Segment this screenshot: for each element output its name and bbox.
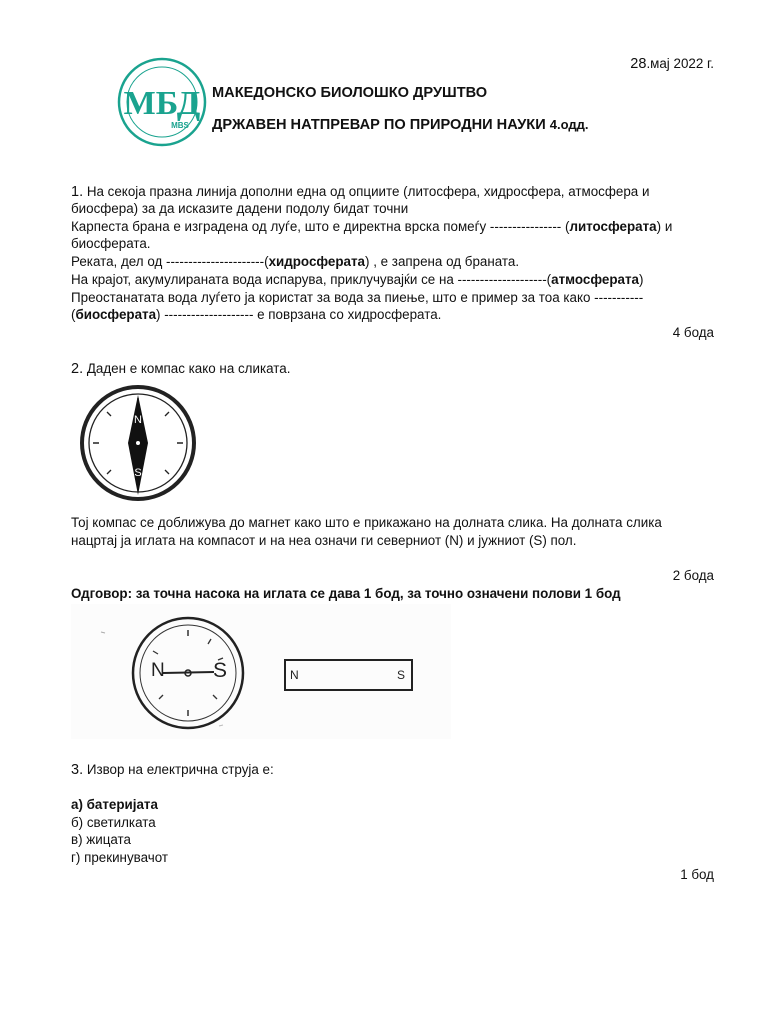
q3-points: 1 бод — [680, 867, 714, 882]
q1-points: 4 бода — [672, 325, 714, 340]
q1-line1: 1. На секоја празна линија дополни една од опциите (литосфера, хидросфера, атмосфера и — [71, 184, 650, 200]
q3-option-d: г) прекинувачот — [71, 850, 169, 865]
q2-points: 2 бода — [672, 568, 714, 583]
q1-line4: биосферата. — [71, 236, 151, 251]
answer-n-label: N — [151, 660, 165, 681]
answer-s-label: S — [213, 659, 228, 682]
q1-line2: биосфера) за да исказите дадени подолу бидат точни — [71, 201, 409, 216]
org-title: МАКЕДОНСКО БИОЛОШКО ДРУШТВО — [212, 85, 488, 101]
logo-emblem — [116, 56, 208, 148]
q1-line8: (биосферата) -------------------- е поврзана со хидросферата. — [71, 307, 442, 322]
q2-line2: Тој компас се доближува до магнет како што е прикажано на долната слика. На долната слика — [71, 515, 662, 530]
q1-line7: Преостанатата вода луѓето ја користат за вода за пиење, што е пример за тоа како ----------- — [71, 290, 644, 305]
compass-s-label: S — [134, 467, 142, 479]
q3-line1: 3. Извор на електрична струја е: — [71, 762, 274, 778]
q3-option-c: в) жицата — [71, 832, 131, 847]
date: 28.мај 2022 г. — [630, 56, 714, 72]
magnet-s-label: S — [397, 668, 406, 682]
q3-option-b: б) светилката — [71, 815, 156, 830]
q2-line1: 2. Даден е компас како на сликата. — [71, 361, 291, 377]
answer-figure — [71, 604, 451, 739]
q1-line3: Карпеста брана е изградена од луѓе, што е директна врска помеѓу ---------------- (литосферата) и — [71, 219, 673, 234]
q2-line3: нацртај ја иглата на компасот и на неа означи ги северниот (N) и јужниот (S) пол. — [71, 533, 577, 548]
logo — [116, 56, 208, 148]
q2-answer: Одговор: за точна насока на иглата се дава 1 бод, за точно означени полови 1 бод — [71, 586, 621, 601]
q1-line6: На крајот, акумулираната вода испарува, приклучувајќи се на --------------------(атмосферата) — [71, 272, 644, 287]
competition-title: ДРЖАВЕН НАТПРЕВАР ПО ПРИРОДНИ НАУКИ 4.одд. — [212, 117, 589, 133]
logo-letters: МБД — [123, 85, 201, 122]
compass-figure — [78, 385, 198, 503]
logo-small: MBS — [171, 121, 189, 130]
q3-option-a: а) батеријата — [71, 797, 158, 812]
magnet-n-label: N — [290, 668, 299, 682]
compass-n-label: N — [134, 414, 142, 426]
q1-line5: Реката, дел од ----------------------(хидросферата) , е запрена од браната. — [71, 254, 520, 269]
